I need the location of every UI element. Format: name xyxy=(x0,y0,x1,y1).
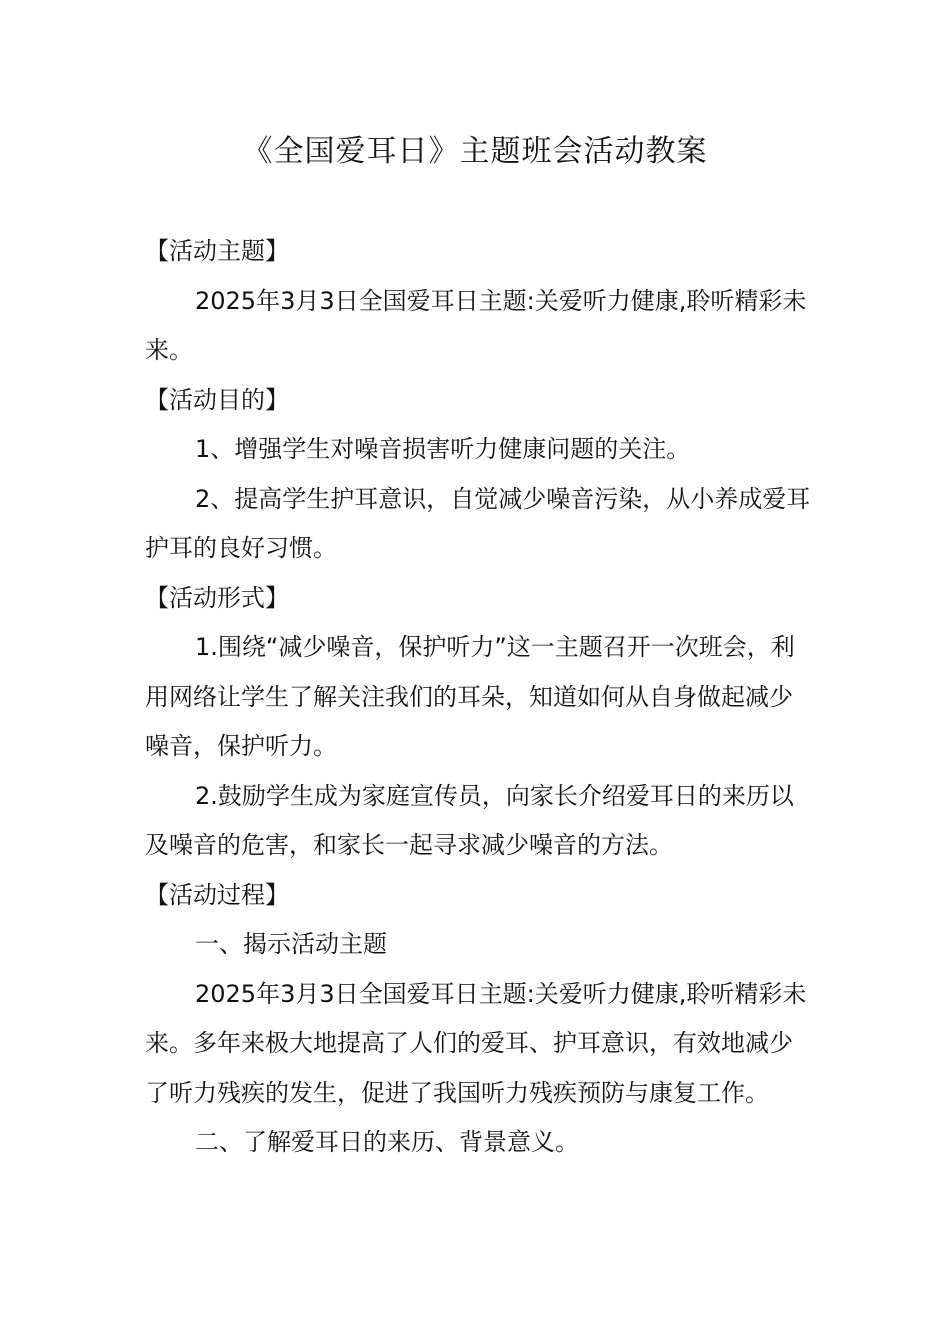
theme-text: 2025年3月3日全国爱耳日主题:关爱听力健康,聆听精彩未来。 xyxy=(145,286,807,364)
section-heading-theme: 【活动主题】 xyxy=(145,237,289,265)
section-heading-purpose: 【活动目的】 xyxy=(145,385,289,414)
section-heading-form: 【活动形式】 xyxy=(145,583,289,612)
form-item-1: 1.围绕“减少噪音，保护听力”这一主题召开一次班会，利用网络让学生了解关注我们的耳朵，知道如何从自身做起减少噪音，保护听力。 xyxy=(145,633,795,760)
document-title: 《全国爱耳日》主题班会活动教案 xyxy=(242,134,708,169)
document-body xyxy=(145,227,813,1168)
process-step-2-title: 二、了解爱耳日的来历、背景意义。 xyxy=(195,1128,579,1156)
form-item-2: 2.鼓励学生成为家庭宣传员，向家长介绍爱耳日的来历以及噪音的危害，和家长一起寻求减少噪音的方法。 xyxy=(145,781,794,859)
process-step-1-title: 一、揭示活动主题 xyxy=(195,930,387,958)
purpose-item-2: 2、提高学生护耳意识，自觉减少噪音污染，从小养成爱耳护耳的良好习惯。 xyxy=(145,484,811,562)
purpose-item-1: 1、增强学生对噪音损害听力健康问题的关注。 xyxy=(195,435,691,463)
process-step-1-text: 2025年3月3日全国爱耳日主题:关爱听力健康,聆听精彩未来。多年来极大地提高了人们的爱耳、护耳意识，有效地减少了听力残疾的发生，促进了我国听力残疾预防与康复工作。 xyxy=(145,979,807,1107)
section-heading-process: 【活动过程】 xyxy=(145,880,289,909)
